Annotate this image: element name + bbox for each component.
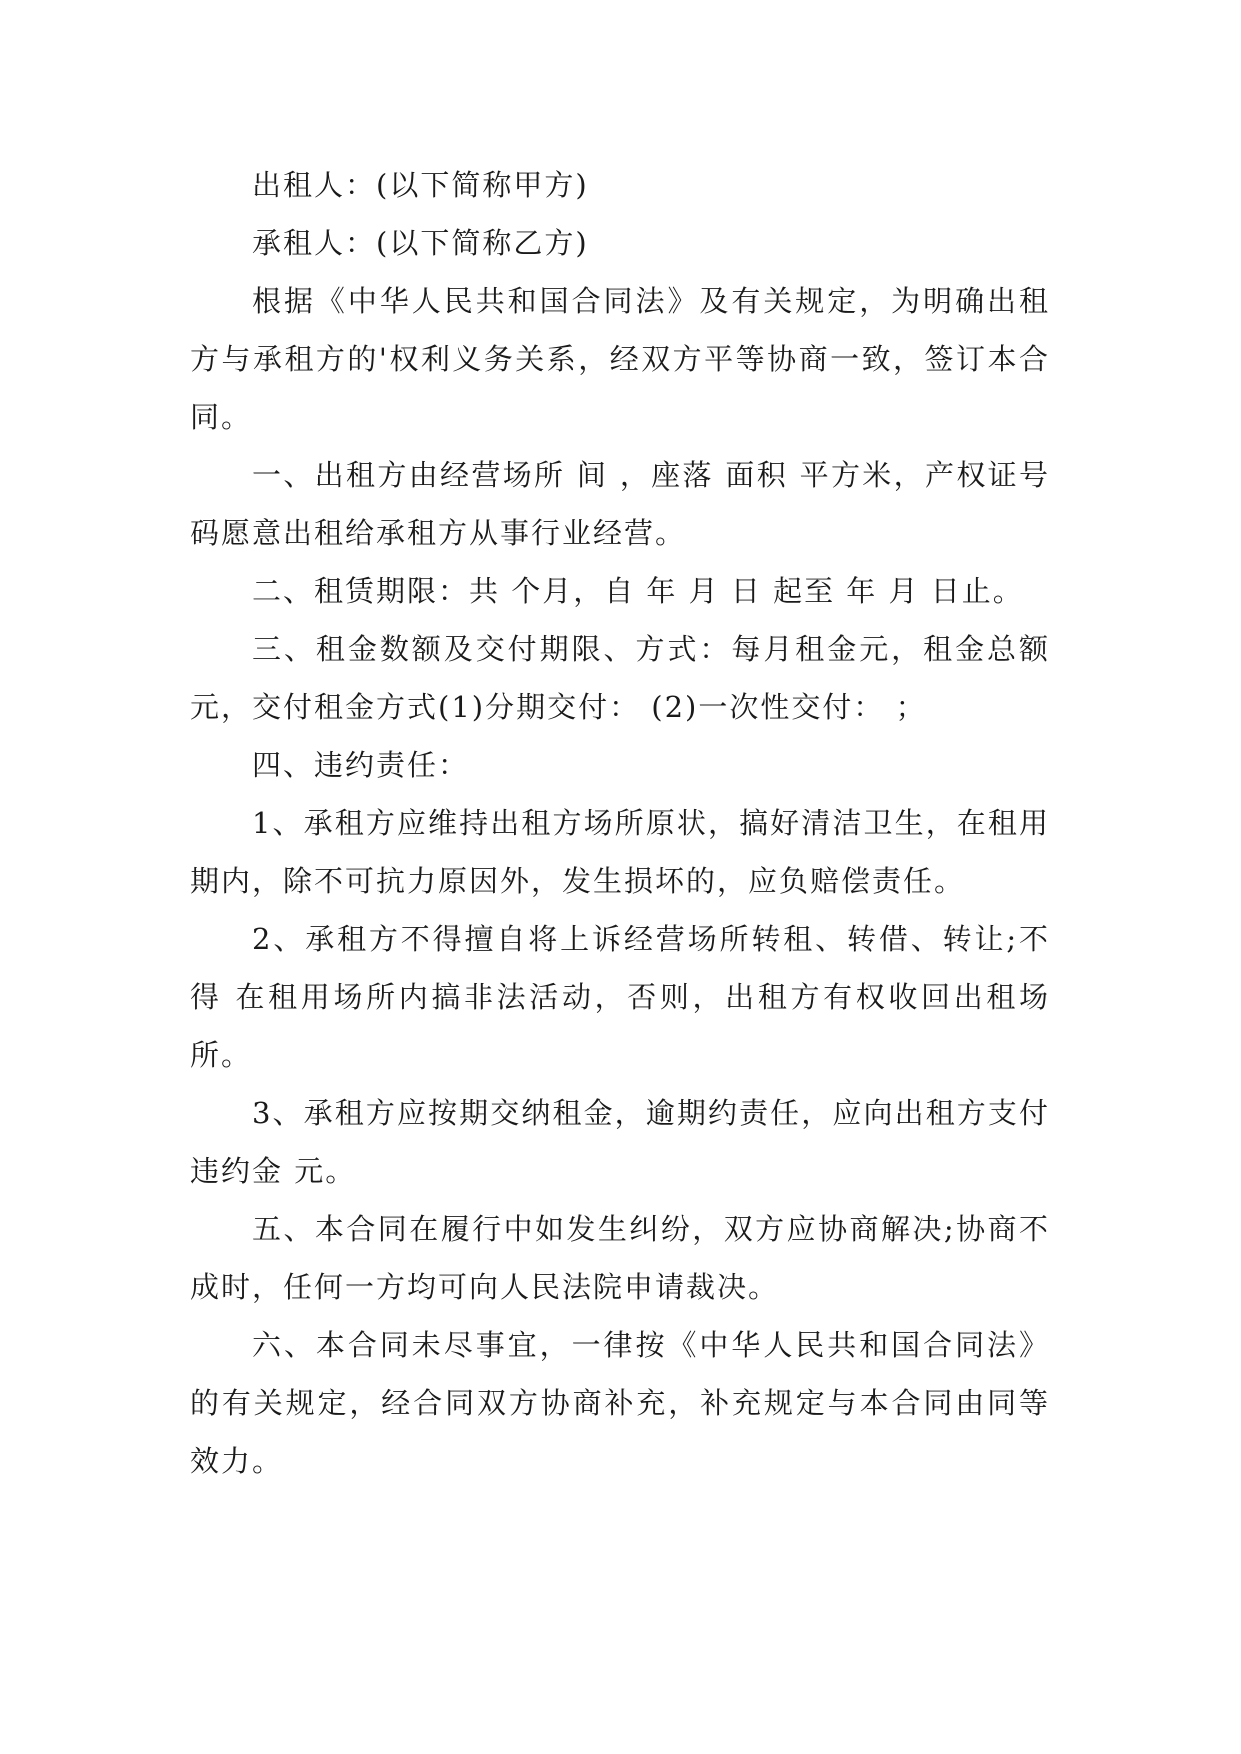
- paragraph-clause-4-2: 2、承租方不得擅自将上诉经营场所转租、转借、转让;不得 在租用场所内搞非法活动，否则，出租方有权收回出租场所。: [190, 922, 1050, 1072]
- paragraph-clause-1: 一、出租方由经营场所 间 ，座落 面积 平方米，产权证号码愿意出租给承租方从事行业经营。: [190, 458, 1050, 550]
- paragraph-clause-4-1: 1、承租方应维持出租方场所原状，搞好清洁卫生，在租用期内，除不可抗力原因外，发生损坏的，应负赔偿责任。: [190, 806, 1050, 898]
- contract-body: [190, 156, 1050, 1490]
- paragraph-lessor: 出租人：(以下简称甲方): [252, 168, 589, 202]
- paragraph-clause-5: 五、本合同在履行中如发生纠纷，双方应协商解决;协商不成时，任何一方均可向人民法院申请裁决。: [190, 1212, 1050, 1304]
- paragraph-clause-6: 六、本合同未尽事宜，一律按《中华人民共和国合同法》的有关规定，经合同双方协商补充，补充规定与本合同由同等效力。: [190, 1328, 1050, 1478]
- paragraph-lessee: 承租人：(以下简称乙方): [252, 226, 589, 260]
- paragraph-clause-2: 二、租赁期限：共 个月，自 年 月 日 起至 年 月 日止。: [252, 574, 1024, 608]
- paragraph-preamble: 根据《中华人民共和国合同法》及有关规定，为明确出租方与承租方的'权利义务关系，经双方平等协商一致，签订本合同。: [190, 284, 1050, 434]
- paragraph-clause-4-3: 3、承租方应按期交纳租金，逾期约责任，应向出租方支付违约金 元。: [190, 1096, 1050, 1188]
- paragraph-clause-3: 三、租金数额及交付期限、方式：每月租金元，租金总额 元，交付租金方式(1)分期交付： (2)一次性交付： ；: [190, 632, 1050, 724]
- paragraph-clause-4-heading: 四、违约责任：: [252, 748, 470, 782]
